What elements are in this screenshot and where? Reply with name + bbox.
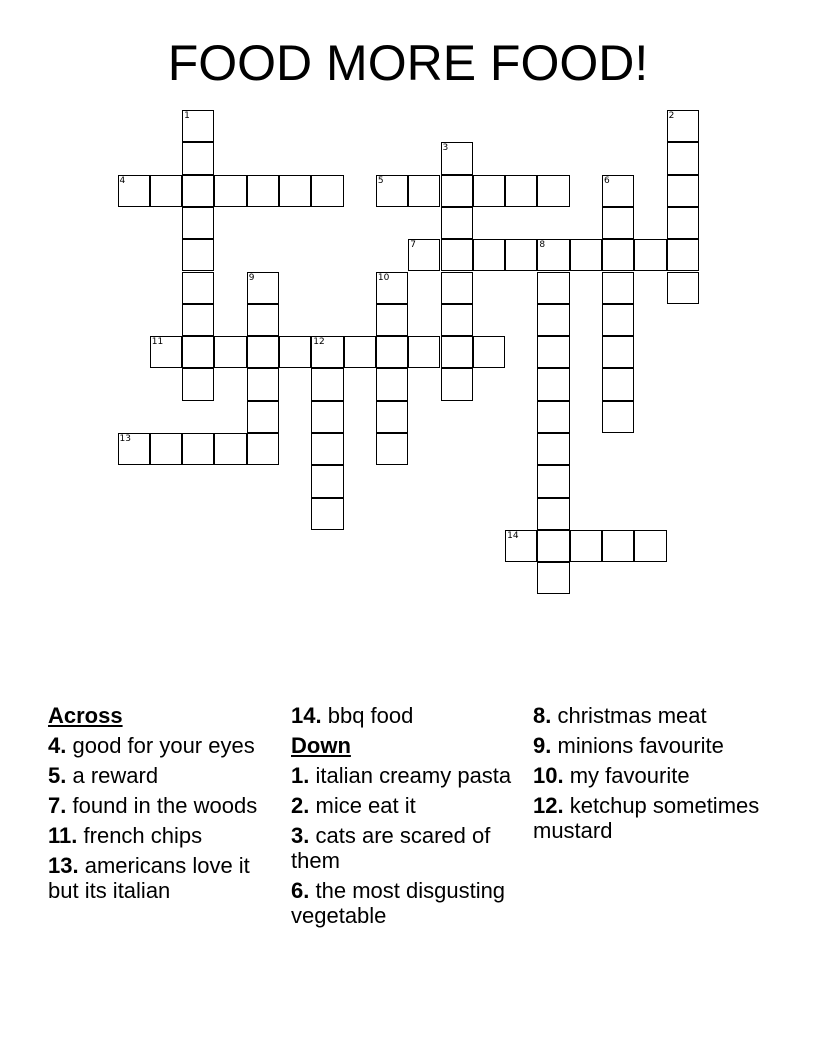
grid-cell[interactable]	[182, 433, 214, 465]
grid-cell[interactable]	[537, 304, 569, 336]
grid-cell[interactable]	[182, 142, 214, 174]
grid-cell[interactable]	[634, 530, 666, 562]
grid-cell[interactable]	[247, 433, 279, 465]
puzzle-title: FOOD MORE FOOD!	[167, 35, 649, 91]
clue-across-11: 11. french chips	[48, 823, 203, 848]
clue-down-6: 6. the most disgusting vegetable	[291, 878, 506, 928]
cell-number: 12	[313, 337, 325, 348]
grid-cell[interactable]	[667, 239, 699, 271]
grid-cell[interactable]	[182, 175, 214, 207]
grid-cell[interactable]	[441, 272, 473, 304]
cell-number: 5	[377, 175, 384, 186]
cell-number: 11	[151, 337, 164, 348]
grid-cell[interactable]	[279, 175, 311, 207]
grid-cell[interactable]	[214, 433, 246, 465]
grid-cell[interactable]	[376, 368, 408, 400]
grid-cell[interactable]	[441, 239, 473, 271]
down-header: Down	[291, 733, 351, 758]
grid-cell[interactable]	[344, 336, 376, 368]
grid-cell[interactable]	[150, 433, 182, 465]
cell-number: 10	[377, 272, 390, 283]
grid-cell[interactable]	[376, 272, 408, 304]
clue-across-5: 5. a reward	[48, 763, 159, 788]
cell-number: 6	[604, 175, 610, 186]
grid-cell[interactable]	[182, 304, 214, 336]
cell-number: 9	[248, 272, 255, 283]
cell-number: 4	[119, 175, 126, 186]
cell-number: 8	[539, 240, 546, 251]
grid-cell[interactable]	[247, 304, 279, 336]
grid-cell[interactable]	[537, 175, 569, 207]
cell-number: 1	[184, 111, 190, 121]
cell-number: 2	[668, 111, 675, 121]
grid-cell[interactable]	[537, 368, 569, 400]
grid-cell[interactable]	[182, 239, 214, 271]
clue-column-1	[48, 703, 273, 908]
cell-number: 3	[442, 143, 449, 154]
grid-cell[interactable]	[311, 175, 343, 207]
clue-down-12: 12. ketchup sometimes mustard	[533, 793, 760, 843]
grid-cell[interactable]	[182, 368, 214, 400]
grid-cell[interactable]	[376, 304, 408, 336]
clue-down-9: 9. minions favourite	[533, 733, 724, 758]
clue-across-13: 13. americans love it but its italian	[48, 853, 250, 903]
grid-cell[interactable]	[570, 530, 602, 562]
grid-cell[interactable]	[408, 175, 440, 207]
clue-down-3: 3. cats are scared of them	[291, 823, 491, 873]
grid-cell[interactable]	[602, 530, 634, 562]
grid-cell[interactable]	[537, 433, 569, 465]
clue-down-8: 8. christmas meat	[533, 703, 707, 728]
grid-cell[interactable]	[214, 175, 246, 207]
grid-cell[interactable]	[602, 207, 634, 239]
grid-cell[interactable]	[505, 175, 537, 207]
grid-cell[interactable]	[247, 175, 279, 207]
clue-column-2	[291, 703, 526, 933]
grid-cell[interactable]	[376, 336, 408, 368]
grid-cell[interactable]	[602, 272, 634, 304]
grid-cell[interactable]	[182, 272, 214, 304]
clue-down-10: 10. my favourite	[533, 763, 690, 788]
grid-cell[interactable]	[537, 336, 569, 368]
grid-cell[interactable]	[311, 368, 343, 400]
grid-cell[interactable]	[570, 239, 602, 271]
grid-cell[interactable]	[247, 336, 279, 368]
grid-cell[interactable]	[667, 142, 699, 174]
grid-cell[interactable]	[441, 336, 473, 368]
grid-cell[interactable]	[376, 401, 408, 433]
clue-across-7: 7. found in the woods	[48, 793, 258, 818]
grid-cell[interactable]	[311, 336, 343, 368]
clue-down-1: 1. italian creamy pasta	[291, 763, 512, 788]
clue-down-2: 2. mice eat it	[291, 793, 416, 818]
grid-cell[interactable]	[537, 272, 569, 304]
grid-cell[interactable]	[505, 530, 537, 562]
grid-cell[interactable]	[473, 239, 505, 271]
grid-cell[interactable]	[667, 175, 699, 207]
grid-cell[interactable]	[602, 239, 634, 271]
grid-cell[interactable]	[667, 110, 699, 142]
grid-cell[interactable]	[408, 336, 440, 368]
grid-cell[interactable]	[182, 207, 214, 239]
grid-cell[interactable]	[247, 272, 279, 304]
grid-cell[interactable]	[376, 433, 408, 465]
grid-cell[interactable]	[505, 239, 537, 271]
grid-cell[interactable]	[602, 304, 634, 336]
grid-cell[interactable]	[537, 401, 569, 433]
cell-number: 7	[410, 240, 416, 251]
cell-number: 13	[119, 434, 131, 444]
grid-cell[interactable]	[537, 465, 569, 497]
grid-cell[interactable]	[441, 142, 473, 174]
grid-cell[interactable]	[311, 433, 343, 465]
grid-cell[interactable]	[247, 368, 279, 400]
grid-cell[interactable]	[537, 562, 569, 594]
grid-cell[interactable]	[182, 336, 214, 368]
grid-cell[interactable]	[441, 368, 473, 400]
grid-cell[interactable]	[311, 498, 343, 530]
grid-cell[interactable]	[634, 239, 666, 271]
grid-cell[interactable]	[150, 336, 182, 368]
grid-cell[interactable]	[150, 175, 182, 207]
grid-cell[interactable]	[247, 401, 279, 433]
grid-cell[interactable]	[667, 207, 699, 239]
grid-cell[interactable]	[537, 239, 569, 271]
grid-cell[interactable]	[118, 175, 150, 207]
clue-across-14: 14. bbq food	[291, 703, 414, 728]
grid-cell[interactable]	[441, 207, 473, 239]
grid-cell[interactable]	[441, 175, 473, 207]
grid-cell[interactable]	[602, 175, 634, 207]
grid-cell[interactable]	[537, 530, 569, 562]
grid-cell[interactable]	[214, 336, 246, 368]
across-header: Across	[48, 703, 123, 728]
grid-cell[interactable]	[311, 465, 343, 497]
grid-cell[interactable]	[667, 272, 699, 304]
grid-cell[interactable]	[279, 336, 311, 368]
clue-across-4: 4. good for your eyes	[48, 733, 255, 758]
grid-cell[interactable]	[602, 336, 634, 368]
grid-cell[interactable]	[311, 401, 343, 433]
clue-column-3	[533, 703, 773, 848]
grid-cell[interactable]	[602, 401, 634, 433]
grid-cell[interactable]	[408, 239, 440, 271]
cell-number: 14	[507, 530, 519, 541]
grid-cell[interactable]	[118, 433, 150, 465]
grid-cell[interactable]	[182, 110, 214, 142]
grid-cell[interactable]	[537, 498, 569, 530]
grid-cell[interactable]	[376, 175, 408, 207]
grid-cell[interactable]	[602, 368, 634, 400]
grid-cell[interactable]	[441, 304, 473, 336]
grid-cell[interactable]	[473, 175, 505, 207]
grid-cell[interactable]	[473, 336, 505, 368]
